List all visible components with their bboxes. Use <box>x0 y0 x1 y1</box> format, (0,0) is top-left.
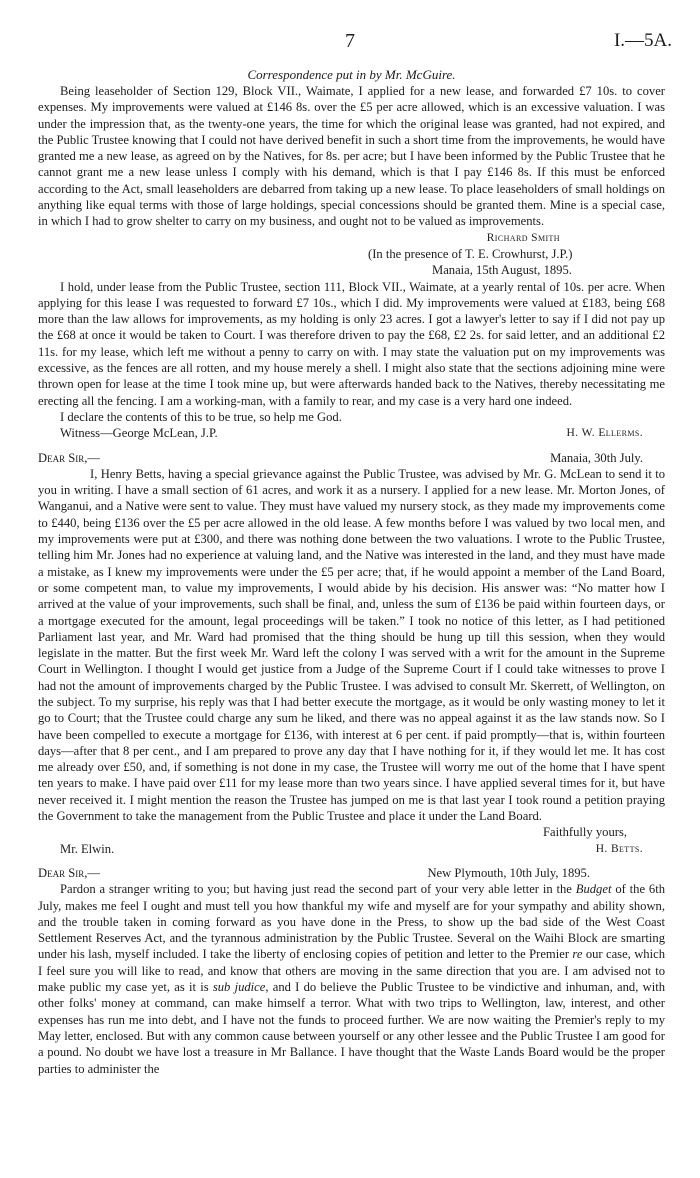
page-number: 7 <box>345 30 355 52</box>
betts-date: Manaia, 30th July. <box>550 450 643 465</box>
betts-addressee: Mr. Elwin. <box>60 841 115 856</box>
fourth-letter-body <box>38 881 665 1077</box>
fourth-salutation: Dear Sir,— <box>38 865 100 880</box>
smith-date: Manaia, 15th August, 1895. <box>432 263 572 278</box>
ellerms-letter-body: I hold, under lease from the Public Trustee, section 111, Block VII., Waimate, at a yearly rental of 10s. per acre. When applying for this lease I was requested to forward £7 10s., which I did. My improvements were valued at £183, being £68 more than the law allows for improvements, as my holding is only 23 acres. I got a lawyer's letter to say if I did not pay up the £68 at once it would be taken to Court. I was therefore driven to pay the £68, £2 2s. for said letter, and an additional £2 11s. for my lease, which left me without a penny to carry on with. I may state the valuation put on my improvements was excessive, as the fences are all rotten, and my house merely a shell. I might also state that the sections adjoining mine were thrown open for lease at the time I took mine up, but were afterwards handed back to the Natives, thereby necessitating me erecting all the fencing. I am a working-man, with a family to rear, and my case is a very hard one indeed. <box>38 279 665 408</box>
betts-salutation: Dear Sir,— <box>38 450 100 465</box>
section-title: Correspondence put in by Mr. McGuire. <box>247 67 456 82</box>
ellerms-witness: Witness—George McLean, J.P. <box>60 426 218 441</box>
fourth-body-part-1: Pardon a stranger writing to you; but having just read the second part of your very able letter in the <box>60 882 576 897</box>
fourth-date: New Plymouth, 10th July, 1895. <box>427 865 590 880</box>
ellerms-declaration: I declare the contents of this to be true, so help me God. <box>60 409 342 424</box>
re-italic: re <box>572 947 583 962</box>
budget-italic: Budget <box>575 882 612 897</box>
sub-judice-italic: sub judice <box>212 980 266 995</box>
smith-signature: Richard Smith <box>486 231 560 244</box>
fourth-body-part-3: our case, which I feel sure you will like to read, and know that others are moving in the same direction that you are. I am advised not to make public my case yet, as it is <box>38 947 665 995</box>
ellerms-signature-row <box>38 425 665 441</box>
ellerms-signature: H. W. Ellerms. <box>566 427 643 440</box>
smith-letter-body: Being leaseholder of Section 129, Block VII., Waimate, I applied for a new lease, and forwarded £7 10s. to cover expenses. My improvements were valued at £146 8s. over the £5 per acre allowed, which is an excessive valuation. I was under the impression that, as the twenty-one years, the time for which the original lease was granted, had not expired, and the Public Trustee knowing that I could not have derived benefit in such a short time from the improvements, he would have granted me a new lease, as agreed on by the Natives, for 8s. per acre; but I have been informed by the Public Trustee that he cannot grant me a new lease unless I comply with his demand, which is that I pay £146 8s. If this must be enforced according to the Act, small leaseholders are debarred from taking up a new lease. To place leaseholders of small holdings on anything like equal terms with those of large holdings, special concessions should be granted them. Mine is a special case, in which I had to grow shelter to carry on my business, and ought not to be valued as improvements. <box>38 84 665 229</box>
betts-signature-row <box>38 841 665 857</box>
smith-presence-note: (In the presence of T. E. Crowhurst, J.P.) <box>368 246 573 261</box>
fourth-body-part-4: , and I do believe the Public Trustee to be vindictive and inhuman, and, with other folks' money at command, can make himself a terror. What with two trips to Wellington, law, interest, and other expenses has run me into debt, and I have not the funds to proceed further. We are now waiting the Premier's reply to my May letter, enclosed. But with any common cause between yourself or any other lessee and the Public Trustee I am good for a pound. No doubt we have lost a treasure in Mr Ballance. I have thought that the Waste Lands Board would be the proper parties to administer the <box>38 980 665 1076</box>
betts-heading-row <box>38 450 665 466</box>
fourth-heading-row <box>38 865 665 881</box>
text-column <box>38 66 665 1077</box>
betts-letter-body: I, Henry Betts, having a special grievance against the Public Trustee, was advised by Mr. G. McLean to send it to you in writing. I have a small section of 61 acres, and work it as a nursery. I applied for a new lease. Mr. Morton Jones, of Wanganui, and a Native were sent to value. They must have valued my nursery stock, as they made my improvements come to £440, being £136 over the £5 per acre allowed in the old lease. A few months before I was valued by two local men, and my improvements were put at £300, and there was nothing done between the two valuations. I wrote to the Public Trustee, telling him Mr. Jones had no experience at valuing land, and the Native was interested in the land, and they must have made a mistake, as I knew my improvements were under the £5 per acre; that, if he would appoint a member of the Land Board, or some competent man, to value my improvements, I would abide by his decision. His answer was: “No matter how I arrived at the value of your improvements, such shall be final, and, unless the sum of £136 be paid within fourteen days, or a mortgage executed for the amount, legal proceedings will be taken.” I took no notice of this letter, as I had petitioned Parliament last year, and Mr. Ward had promised that the thing should be hung up till this session, when they would legislate in the matter. But the first week Mr. Ward left the colony I was served with a writ for the amount in the Supreme Court in Wellington. I thought I would get justice from a Judge of the Supreme Court if I could take witnesses to prove I had not the amount of improvements charged by the Public Trustee. I was advised to consult Mr. Skerrett, of Wellington, on the subject. To my surprise, his reply was that I had better execute the mortgage, as it would be only wasting money to let it go to Court; that the Trustee could charge any sum he liked, and there was no appeal against it as the law stands now. So I have been compelled to execute a mortgage for £136, with interest at 6 per cent. if paid promptly—that is, within fourteen days—after that 8 per cent., and I am prepared to prove any day that I have nothing for it, if they would let me. It has cost me already over £50, and, if something is not done in my case, the Trustee will worry me out of the home that I have spent ten years to make. I have paid over £11 for my lease more than two years since. I have applied several times for it, but have never received it. I might mention the reason the Trustee has jumped on me is that last year I took round a petition praying the Government to take the management from the Public Trustee and place it under the Land Board. <box>38 466 665 824</box>
betts-closing: Faithfully yours, <box>543 825 627 840</box>
betts-signature: H. Betts. <box>595 842 643 855</box>
fourth-body-part-2: of the 6th July, makes me feel I ought and must tell you how thankful my wife and myself are for your sympathy and ability shown, and the trouble taken in coming forward as you have done in the Press, to show up the bad side of the West Coast Settlement Reserves Act, and the tyrannous administration by the Public Trustee. Several on the Waihi Block are smarting under his lash, myself included. I take the liberty of enclosing copies of petition and letter to the Premier <box>38 882 666 962</box>
document-reference: I.—5A. <box>613 30 672 51</box>
